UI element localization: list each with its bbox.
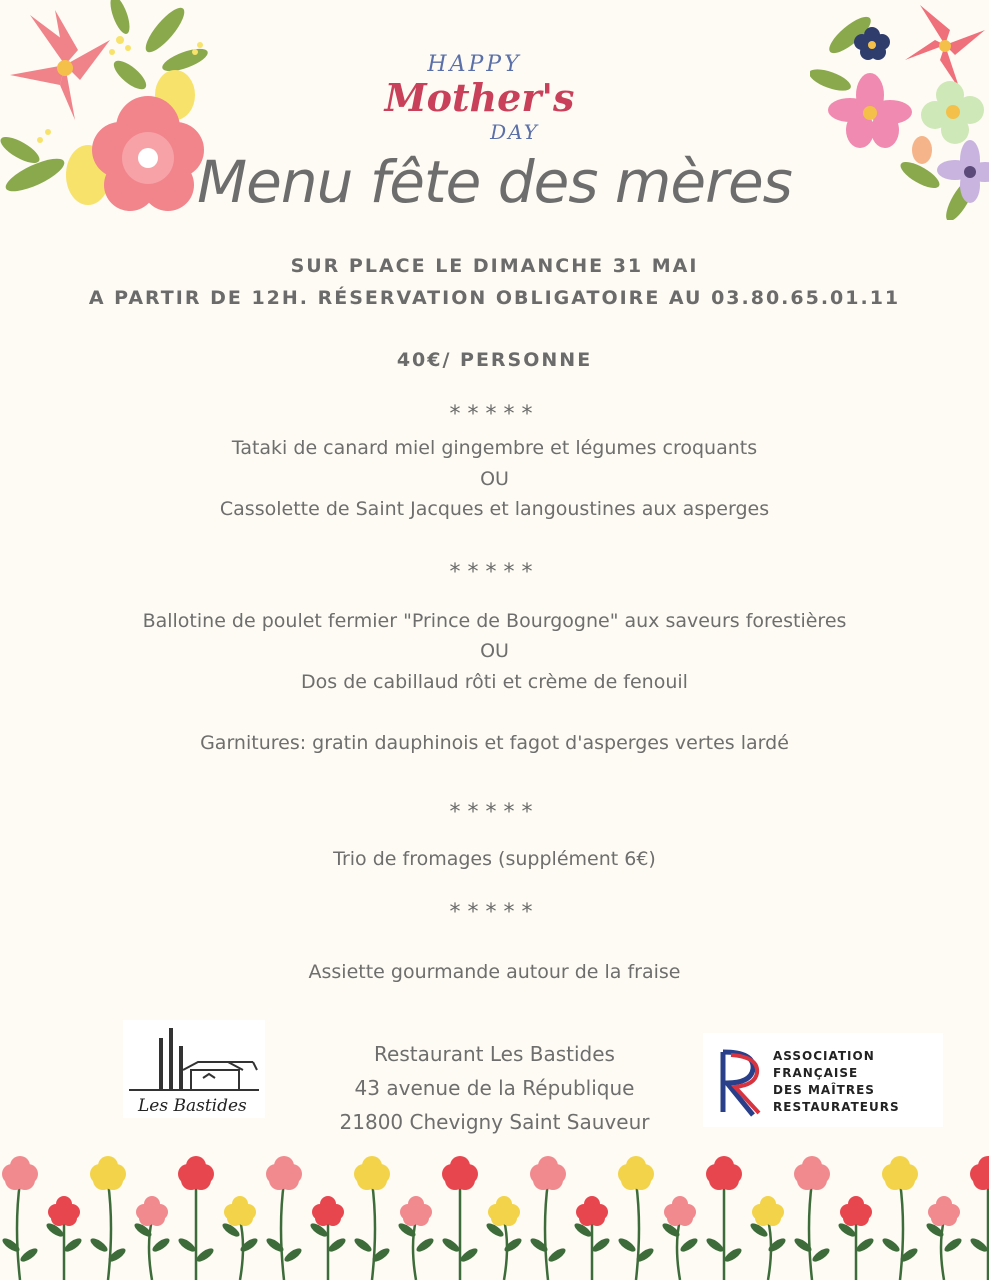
separator: ***** [449,560,540,585]
separator: ***** [449,900,540,925]
border-flower [617,1156,656,1280]
border-flower [661,1196,700,1280]
address-name: Restaurant Les Bastides [374,1042,615,1066]
border-flower [309,1196,348,1280]
les-bastides-logo-text: Les Bastides [138,1096,247,1116]
border-flower [441,1156,480,1280]
border-flower [969,1156,989,1280]
border-flower [133,1196,172,1280]
border-flower [89,1156,128,1280]
menu-dessert: Assiette gourmande autour de la fraise [308,961,681,983]
page-title: Menu fête des mères [197,148,792,216]
address-city: 21800 Chevigny Saint Sauveur [339,1110,650,1134]
border-flower [221,1196,260,1280]
border-flower [353,1156,392,1280]
afmr-line-2: FRANÇAISE [773,1066,859,1080]
info-date: SUR PLACE LE DIMANCHE 31 MAI [290,255,699,277]
afmr-line-1: ASSOCIATION [773,1049,875,1063]
menu-fromage: Trio de fromages (supplément 6€) [333,848,656,870]
menu-or-2: OU [480,640,509,662]
menu-entree-2: Cassolette de Saint Jacques et langoustines aux asperges [219,498,770,520]
border-flower [837,1196,876,1280]
info-reservation: A PARTIR DE 12H. RÉSERVATION OBLIGATOIRE AU 03.80.65.01.11 [88,287,901,309]
border-flower [1,1156,40,1280]
badge-day: DAY [490,120,539,144]
menu-garnitures: Garnitures: gratin dauphinois et fagot d'asperges vertes lardé [200,732,789,754]
afmr-r-icon [715,1047,765,1117]
menu-plat-1: Ballotine de poulet fermier "Prince de Bourgogne" aux saveurs forestières [142,610,847,632]
info-price: 40€/ PERSONNE [396,349,593,371]
border-flower [573,1196,612,1280]
badge-happy: HAPPY [427,52,522,77]
afmr-line-4: RESTAURATEURS [773,1100,900,1114]
afmr-line-3: DES MAÎTRES [773,1083,875,1097]
afmr-text [773,1048,900,1116]
separator: ***** [449,800,540,825]
badge-mothers: Mother's [384,75,575,120]
flower-border-bottom [0,1150,989,1280]
border-flower [749,1196,788,1280]
border-flower [265,1156,304,1280]
border-flower [397,1196,436,1280]
border-flower [925,1196,964,1280]
border-flower [45,1196,84,1280]
border-flower [529,1156,568,1280]
menu-or-1: OU [480,468,509,490]
border-flower [881,1156,920,1280]
menu-plat-2: Dos de cabillaud rôti et crème de fenouil [301,671,688,693]
border-flower [177,1156,216,1280]
separator: ***** [449,402,540,427]
border-flower [793,1156,832,1280]
afmr-logo [703,1033,943,1127]
border-flower [485,1196,524,1280]
menu-entree-1: Tataki de canard miel gingembre et légumes croquants [231,437,758,459]
border-flower [705,1156,744,1280]
address-street: 43 avenue de la République [354,1076,635,1100]
